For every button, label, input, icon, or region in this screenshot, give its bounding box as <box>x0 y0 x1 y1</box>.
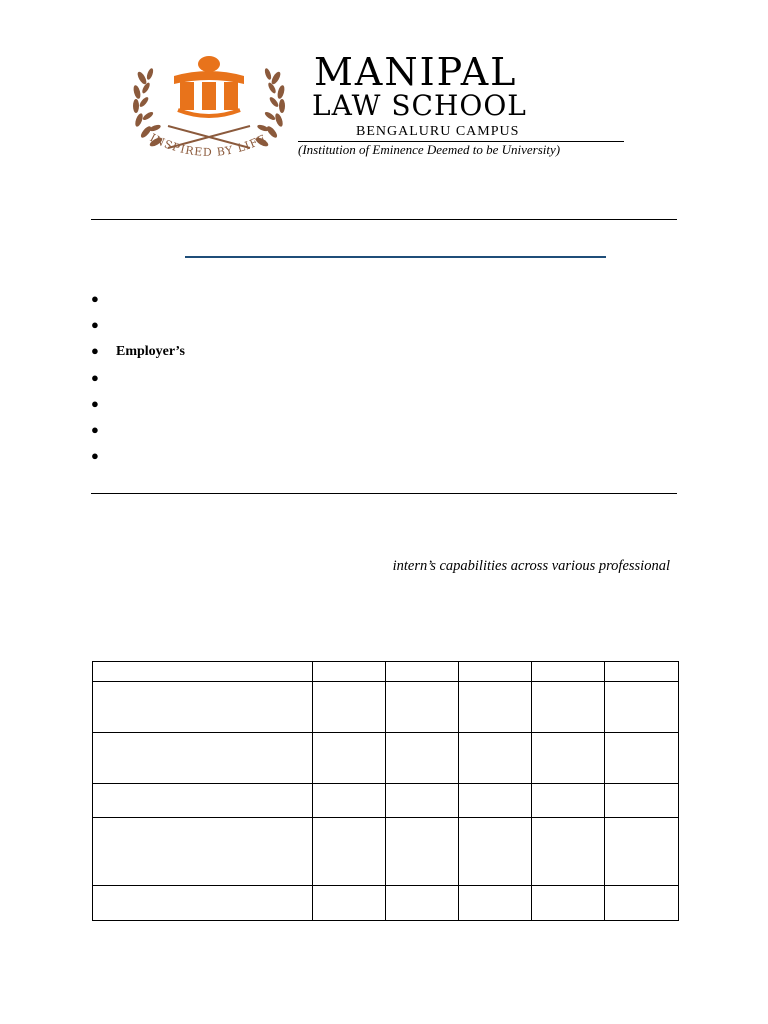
table-cell[interactable] <box>313 682 386 733</box>
table-cell[interactable] <box>93 733 313 784</box>
table-cell[interactable] <box>532 682 605 733</box>
table-cell[interactable] <box>459 682 532 733</box>
table-cell[interactable] <box>532 886 605 921</box>
table-cell[interactable] <box>532 784 605 818</box>
table-cell[interactable] <box>93 662 313 682</box>
bullet-icon: ● <box>91 369 99 385</box>
table-cell[interactable] <box>93 682 313 733</box>
bullet-icon: ● <box>91 317 99 333</box>
table-cell[interactable] <box>532 733 605 784</box>
table-cell[interactable] <box>532 662 605 682</box>
table-cell[interactable] <box>313 662 386 682</box>
bullet-icon: ● <box>91 343 99 359</box>
table-cell[interactable] <box>532 818 605 886</box>
table-header-row <box>93 662 679 682</box>
title-underline <box>185 256 606 258</box>
emblem-icon <box>128 48 290 160</box>
table-row <box>93 733 679 784</box>
bullet-icon: ● <box>91 448 99 464</box>
institution-name-line2: LAW SCHOOL <box>312 89 527 122</box>
table-row <box>93 784 679 818</box>
table-cell[interactable] <box>313 784 386 818</box>
table-cell[interactable] <box>386 733 459 784</box>
table-cell[interactable] <box>459 886 532 921</box>
table-cell[interactable] <box>605 818 679 886</box>
table-cell[interactable] <box>459 662 532 682</box>
table-cell[interactable] <box>386 682 459 733</box>
table-cell[interactable] <box>386 784 459 818</box>
table-cell[interactable] <box>605 682 679 733</box>
table-cell[interactable] <box>386 818 459 886</box>
bullet-icon: ● <box>91 421 99 437</box>
section-divider-bottom <box>91 493 677 494</box>
table-cell[interactable] <box>313 818 386 886</box>
institution-logo <box>128 48 628 163</box>
table-cell[interactable] <box>605 784 679 818</box>
table-row <box>93 886 679 921</box>
table-cell[interactable] <box>605 886 679 921</box>
table-cell[interactable] <box>605 662 679 682</box>
table-cell[interactable] <box>605 733 679 784</box>
institution-name <box>298 50 628 157</box>
emblem-motto: INSPIRED BY LIFE <box>147 131 269 160</box>
table-cell[interactable] <box>313 886 386 921</box>
table-cell[interactable] <box>459 733 532 784</box>
section-divider-top <box>91 219 677 220</box>
table-cell[interactable] <box>93 886 313 921</box>
bullet-icon: ● <box>91 291 99 306</box>
table-cell[interactable] <box>459 818 532 886</box>
table-cell[interactable] <box>386 886 459 921</box>
table-cell[interactable] <box>93 784 313 818</box>
campus-name: BENGALURU CAMPUS <box>356 124 520 139</box>
table-row <box>93 682 679 733</box>
table-cell[interactable] <box>93 818 313 886</box>
evaluation-table <box>92 661 679 921</box>
bullet-icon: ● <box>91 395 99 411</box>
table-cell[interactable] <box>313 733 386 784</box>
employer-label: Employer’s <box>116 344 185 360</box>
svg-text:INSPIRED BY LIFE <box>148 131 269 159</box>
evaluation-caption: intern’s capabilities across various professional <box>392 558 670 574</box>
table-cell[interactable] <box>386 662 459 682</box>
table-cell[interactable] <box>459 784 532 818</box>
institution-name-line1: MANIPAL <box>314 50 518 94</box>
institution-status: (Institution of Eminence Deemed to be University) <box>298 142 561 157</box>
table-row <box>93 818 679 886</box>
